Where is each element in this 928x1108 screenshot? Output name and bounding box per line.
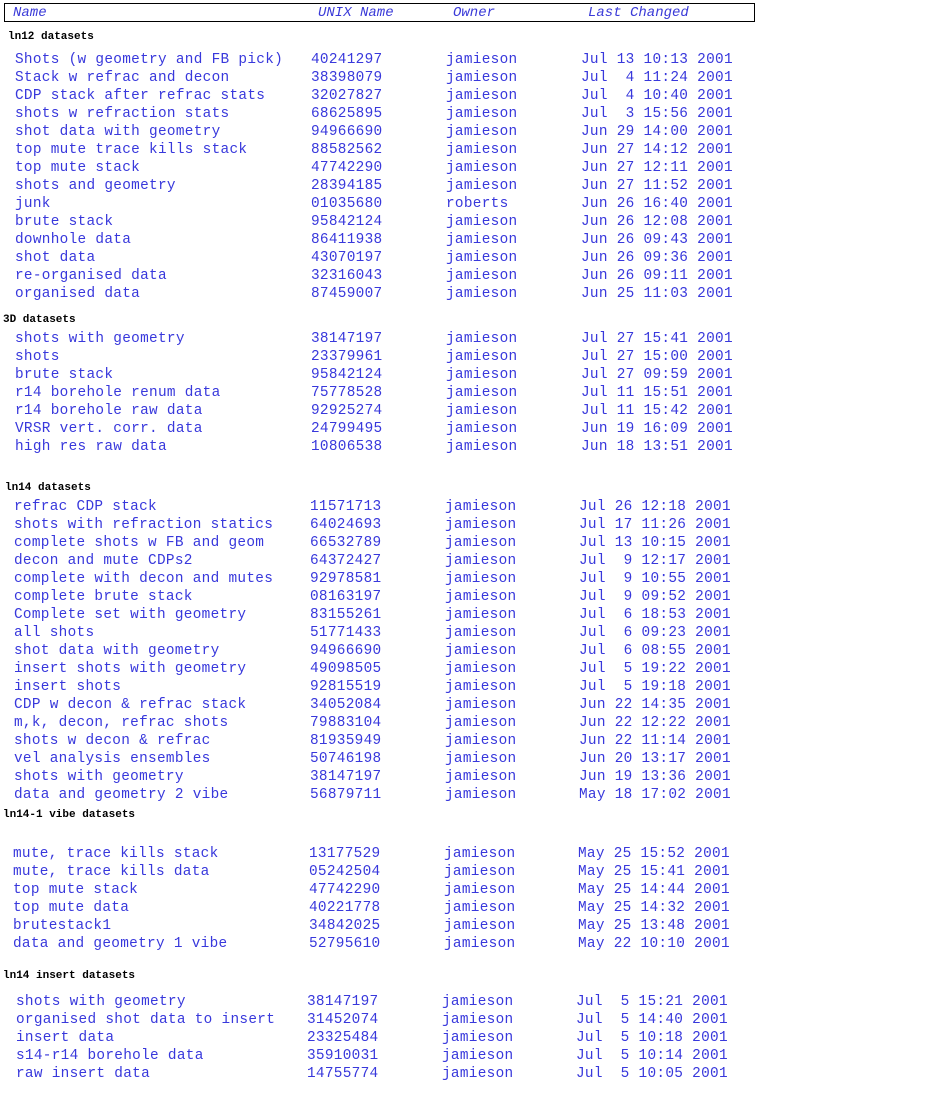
dataset-last-changed: Jul 9 09:52 2001 bbox=[579, 589, 731, 605]
dataset-owner: jamieson bbox=[446, 178, 518, 194]
dataset-name[interactable]: high res raw data bbox=[15, 439, 167, 455]
dataset-last-changed: Jul 26 12:18 2001 bbox=[579, 499, 731, 515]
dataset-row[interactable] bbox=[0, 1011, 760, 1029]
dataset-owner: roberts bbox=[446, 196, 509, 212]
dataset-row[interactable] bbox=[0, 51, 760, 69]
dataset-row[interactable] bbox=[0, 642, 760, 660]
dataset-name[interactable]: r14 borehole renum data bbox=[15, 385, 221, 401]
dataset-last-changed: Jun 27 12:11 2001 bbox=[581, 160, 733, 176]
dataset-unix-name: 38147197 bbox=[310, 769, 382, 785]
dataset-row[interactable] bbox=[0, 249, 760, 267]
dataset-name[interactable]: insert data bbox=[16, 1030, 115, 1046]
dataset-owner: jamieson bbox=[445, 679, 517, 695]
dataset-owner: jamieson bbox=[444, 918, 516, 934]
dataset-owner: jamieson bbox=[442, 1030, 514, 1046]
dataset-unix-name: 66532789 bbox=[310, 535, 382, 551]
dataset-owner: jamieson bbox=[445, 607, 517, 623]
dataset-owner: jamieson bbox=[446, 106, 518, 122]
dataset-row[interactable] bbox=[0, 696, 760, 714]
dataset-name[interactable]: downhole data bbox=[15, 232, 132, 248]
dataset-unix-name: 50746198 bbox=[310, 751, 382, 767]
dataset-name[interactable]: brutestack1 bbox=[13, 918, 112, 934]
dataset-last-changed: Jul 6 18:53 2001 bbox=[579, 607, 731, 623]
dataset-name[interactable]: shot data with geometry bbox=[14, 643, 220, 659]
dataset-owner: jamieson bbox=[442, 994, 514, 1010]
dataset-name[interactable]: shots bbox=[15, 349, 60, 365]
dataset-unix-name: 32027827 bbox=[311, 88, 383, 104]
dataset-last-changed: Jul 13 10:15 2001 bbox=[579, 535, 731, 551]
dataset-unix-name: 08163197 bbox=[310, 589, 382, 605]
dataset-last-changed: Jul 9 12:17 2001 bbox=[579, 553, 731, 569]
dataset-row[interactable] bbox=[0, 498, 760, 516]
dataset-last-changed: Jul 3 15:56 2001 bbox=[581, 106, 733, 122]
dataset-row[interactable] bbox=[0, 588, 760, 606]
dataset-name[interactable]: top mute stack bbox=[13, 882, 139, 898]
dataset-name[interactable]: s14-r14 borehole data bbox=[16, 1048, 204, 1064]
dataset-row[interactable] bbox=[0, 732, 760, 750]
dataset-owner: jamieson bbox=[446, 286, 518, 302]
dataset-last-changed: Jul 5 19:22 2001 bbox=[579, 661, 731, 677]
dataset-last-changed: Jul 5 10:14 2001 bbox=[576, 1048, 728, 1064]
dataset-row[interactable] bbox=[0, 516, 760, 534]
dataset-unix-name: 38147197 bbox=[311, 331, 383, 347]
group-title: 3D datasets bbox=[3, 314, 76, 326]
dataset-row[interactable] bbox=[0, 384, 760, 402]
dataset-unix-name: 86411938 bbox=[311, 232, 383, 248]
dataset-last-changed: Jul 27 15:41 2001 bbox=[581, 331, 733, 347]
dataset-last-changed: Jul 5 19:18 2001 bbox=[579, 679, 731, 695]
dataset-last-changed: May 25 14:44 2001 bbox=[578, 882, 730, 898]
dataset-row[interactable] bbox=[0, 881, 760, 899]
dataset-owner: jamieson bbox=[446, 160, 518, 176]
dataset-row[interactable] bbox=[0, 267, 760, 285]
group-title: ln14 datasets bbox=[5, 482, 91, 494]
dataset-last-changed: Jun 26 12:08 2001 bbox=[581, 214, 733, 230]
dataset-last-changed: Jul 5 14:40 2001 bbox=[576, 1012, 728, 1028]
dataset-name[interactable]: vel analysis ensembles bbox=[14, 751, 211, 767]
dataset-owner: jamieson bbox=[445, 787, 517, 803]
dataset-owner: jamieson bbox=[446, 142, 518, 158]
dataset-last-changed: May 22 10:10 2001 bbox=[578, 936, 730, 952]
dataset-owner: jamieson bbox=[444, 936, 516, 952]
dataset-name[interactable]: insert shots bbox=[14, 679, 122, 695]
dataset-row[interactable] bbox=[0, 1065, 760, 1083]
dataset-name[interactable]: shots with geometry bbox=[14, 769, 184, 785]
dataset-row[interactable] bbox=[0, 141, 760, 159]
dataset-unix-name: 40221778 bbox=[309, 900, 381, 916]
dataset-last-changed: Jun 26 09:43 2001 bbox=[581, 232, 733, 248]
dataset-row[interactable] bbox=[0, 899, 760, 917]
dataset-name[interactable]: Stack w refrac and decon bbox=[15, 70, 230, 86]
dataset-name[interactable]: complete brute stack bbox=[14, 589, 193, 605]
dataset-name[interactable]: mute, trace kills stack bbox=[13, 846, 219, 862]
dataset-row[interactable] bbox=[0, 534, 760, 552]
dataset-owner: jamieson bbox=[446, 70, 518, 86]
dataset-name[interactable]: re-organised data bbox=[15, 268, 167, 284]
dataset-name[interactable]: CDP stack after refrac stats bbox=[15, 88, 266, 104]
dataset-unix-name: 88582562 bbox=[311, 142, 383, 158]
dataset-last-changed: Jul 9 10:55 2001 bbox=[579, 571, 731, 587]
dataset-owner: jamieson bbox=[445, 661, 517, 677]
dataset-name[interactable]: top mute data bbox=[13, 900, 130, 916]
dataset-owner: jamieson bbox=[442, 1066, 514, 1082]
dataset-row[interactable] bbox=[0, 624, 760, 642]
dataset-last-changed: Jun 22 11:14 2001 bbox=[579, 733, 731, 749]
dataset-name[interactable]: all shots bbox=[14, 625, 95, 641]
dataset-row[interactable] bbox=[0, 768, 760, 786]
dataset-name[interactable]: decon and mute CDPs2 bbox=[14, 553, 193, 569]
dataset-owner: jamieson bbox=[444, 864, 516, 880]
dataset-last-changed: May 25 15:52 2001 bbox=[578, 846, 730, 862]
dataset-row[interactable] bbox=[0, 570, 760, 588]
dataset-owner: jamieson bbox=[445, 499, 517, 515]
dataset-unix-name: 87459007 bbox=[311, 286, 383, 302]
dataset-row[interactable] bbox=[0, 1047, 760, 1065]
dataset-owner: jamieson bbox=[445, 643, 517, 659]
dataset-unix-name: 34052084 bbox=[310, 697, 382, 713]
dataset-row[interactable] bbox=[0, 366, 760, 384]
dataset-owner: jamieson bbox=[445, 733, 517, 749]
dataset-name[interactable]: m,k, decon, refrac shots bbox=[14, 715, 229, 731]
dataset-owner: jamieson bbox=[444, 900, 516, 916]
dataset-last-changed: Jun 18 13:51 2001 bbox=[581, 439, 733, 455]
dataset-owner: jamieson bbox=[446, 52, 518, 68]
dataset-name[interactable]: shots w decon & refrac bbox=[14, 733, 211, 749]
dataset-owner: jamieson bbox=[446, 250, 518, 266]
dataset-name[interactable]: shots and geometry bbox=[15, 178, 176, 194]
dataset-name[interactable]: insert shots with geometry bbox=[14, 661, 247, 677]
dataset-unix-name: 49098505 bbox=[310, 661, 382, 677]
dataset-last-changed: May 18 17:02 2001 bbox=[579, 787, 731, 803]
dataset-name[interactable]: CDP w decon & refrac stack bbox=[14, 697, 247, 713]
dataset-last-changed: Jun 26 09:11 2001 bbox=[581, 268, 733, 284]
dataset-row[interactable] bbox=[0, 159, 760, 177]
dataset-row[interactable] bbox=[0, 678, 760, 696]
dataset-name[interactable]: r14 borehole raw data bbox=[15, 403, 203, 419]
column-header-last-changed[interactable]: Last Changed bbox=[588, 5, 689, 21]
dataset-name[interactable]: complete with decon and mutes bbox=[14, 571, 274, 587]
dataset-name[interactable]: mute, trace kills data bbox=[13, 864, 210, 880]
dataset-last-changed: Jul 5 10:05 2001 bbox=[576, 1066, 728, 1082]
dataset-unix-name: 52795610 bbox=[309, 936, 381, 952]
dataset-unix-name: 23379961 bbox=[311, 349, 383, 365]
dataset-last-changed: Jul 17 11:26 2001 bbox=[579, 517, 731, 533]
dataset-name[interactable]: shots with geometry bbox=[16, 994, 186, 1010]
dataset-owner: jamieson bbox=[446, 214, 518, 230]
dataset-last-changed: Jun 22 14:35 2001 bbox=[579, 697, 731, 713]
dataset-unix-name: 01035680 bbox=[311, 196, 383, 212]
dataset-owner: jamieson bbox=[446, 349, 518, 365]
dataset-name[interactable]: top mute stack bbox=[15, 160, 141, 176]
dataset-row[interactable] bbox=[0, 750, 760, 768]
dataset-unix-name: 94966690 bbox=[310, 643, 382, 659]
dataset-row[interactable] bbox=[0, 402, 760, 420]
dataset-row[interactable] bbox=[0, 845, 760, 863]
dataset-unix-name: 47742290 bbox=[309, 882, 381, 898]
dataset-row[interactable] bbox=[0, 420, 760, 438]
dataset-last-changed: Jun 27 11:52 2001 bbox=[581, 178, 733, 194]
dataset-last-changed: Jun 19 16:09 2001 bbox=[581, 421, 733, 437]
dataset-row[interactable] bbox=[0, 231, 760, 249]
dataset-row[interactable] bbox=[0, 69, 760, 87]
dataset-unix-name: 38147197 bbox=[307, 994, 379, 1010]
dataset-unix-name: 94966690 bbox=[311, 124, 383, 140]
dataset-unix-name: 10806538 bbox=[311, 439, 383, 455]
dataset-name[interactable]: brute stack bbox=[15, 367, 114, 383]
dataset-name[interactable]: data and geometry 1 vibe bbox=[13, 936, 228, 952]
dataset-owner: jamieson bbox=[442, 1048, 514, 1064]
dataset-unix-name: 51771433 bbox=[310, 625, 382, 641]
dataset-unix-name: 28394185 bbox=[311, 178, 383, 194]
dataset-last-changed: Jul 27 15:00 2001 bbox=[581, 349, 733, 365]
dataset-name[interactable]: organised shot data to insert bbox=[16, 1012, 276, 1028]
dataset-owner: jamieson bbox=[446, 124, 518, 140]
dataset-last-changed: Jul 5 15:21 2001 bbox=[576, 994, 728, 1010]
dataset-last-changed: Jul 4 10:40 2001 bbox=[581, 88, 733, 104]
dataset-row[interactable] bbox=[0, 330, 760, 348]
dataset-owner: jamieson bbox=[445, 535, 517, 551]
dataset-unix-name: 13177529 bbox=[309, 846, 381, 862]
dataset-unix-name: 64372427 bbox=[310, 553, 382, 569]
dataset-last-changed: May 25 15:41 2001 bbox=[578, 864, 730, 880]
dataset-name[interactable]: Shots (w geometry and FB pick) bbox=[15, 52, 284, 68]
dataset-row[interactable] bbox=[0, 123, 760, 141]
dataset-unix-name: 81935949 bbox=[310, 733, 382, 749]
dataset-owner: jamieson bbox=[442, 1012, 514, 1028]
dataset-last-changed: Jul 6 09:23 2001 bbox=[579, 625, 731, 641]
dataset-last-changed: May 25 13:48 2001 bbox=[578, 918, 730, 934]
dataset-last-changed: Jun 27 14:12 2001 bbox=[581, 142, 733, 158]
dataset-unix-name: 34842025 bbox=[309, 918, 381, 934]
dataset-row[interactable] bbox=[0, 105, 760, 123]
dataset-owner: jamieson bbox=[445, 751, 517, 767]
dataset-unix-name: 43070197 bbox=[311, 250, 383, 266]
dataset-owner: jamieson bbox=[445, 553, 517, 569]
dataset-name[interactable]: Complete set with geometry bbox=[14, 607, 247, 623]
dataset-row[interactable] bbox=[0, 714, 760, 732]
dataset-last-changed: Jun 26 16:40 2001 bbox=[581, 196, 733, 212]
dataset-unix-name: 23325484 bbox=[307, 1030, 379, 1046]
dataset-row[interactable] bbox=[0, 917, 760, 935]
dataset-name[interactable]: raw insert data bbox=[16, 1066, 151, 1082]
dataset-name[interactable]: shots with geometry bbox=[15, 331, 185, 347]
dataset-owner: jamieson bbox=[446, 232, 518, 248]
dataset-owner: jamieson bbox=[446, 385, 518, 401]
dataset-last-changed: May 25 14:32 2001 bbox=[578, 900, 730, 916]
dataset-owner: jamieson bbox=[444, 846, 516, 862]
dataset-unix-name: 47742290 bbox=[311, 160, 383, 176]
dataset-row[interactable] bbox=[0, 177, 760, 195]
dataset-last-changed: Jul 27 09:59 2001 bbox=[581, 367, 733, 383]
dataset-unix-name: 64024693 bbox=[310, 517, 382, 533]
dataset-unix-name: 24799495 bbox=[311, 421, 383, 437]
dataset-last-changed: Jun 19 13:36 2001 bbox=[579, 769, 731, 785]
dataset-unix-name: 83155261 bbox=[310, 607, 382, 623]
dataset-last-changed: Jun 22 12:22 2001 bbox=[579, 715, 731, 731]
dataset-name[interactable]: shot data with geometry bbox=[15, 124, 221, 140]
dataset-unix-name: 35910031 bbox=[307, 1048, 379, 1064]
dataset-unix-name: 79883104 bbox=[310, 715, 382, 731]
group-title: ln14 insert datasets bbox=[3, 970, 136, 982]
dataset-owner: jamieson bbox=[446, 331, 518, 347]
dataset-unix-name: 92978581 bbox=[310, 571, 382, 587]
dataset-owner: jamieson bbox=[446, 439, 518, 455]
dataset-row[interactable] bbox=[0, 660, 760, 678]
group-title: ln12 datasets bbox=[8, 31, 94, 43]
dataset-name[interactable]: VRSR vert. corr. data bbox=[15, 421, 203, 437]
dataset-owner: jamieson bbox=[445, 517, 517, 533]
column-header-unix-name[interactable]: UNIX Name bbox=[318, 5, 394, 21]
dataset-owner: jamieson bbox=[445, 625, 517, 641]
dataset-owner: jamieson bbox=[445, 769, 517, 785]
dataset-owner: jamieson bbox=[445, 571, 517, 587]
dataset-row[interactable] bbox=[0, 606, 760, 624]
group-title: ln14-1 vibe datasets bbox=[3, 809, 136, 821]
dataset-last-changed: Jun 25 11:03 2001 bbox=[581, 286, 733, 302]
dataset-row[interactable] bbox=[0, 195, 760, 213]
dataset-unix-name: 40241297 bbox=[311, 52, 383, 68]
dataset-unix-name: 11571713 bbox=[310, 499, 382, 515]
dataset-unix-name: 95842124 bbox=[311, 367, 383, 383]
dataset-unix-name: 68625895 bbox=[311, 106, 383, 122]
dataset-last-changed: Jul 6 08:55 2001 bbox=[579, 643, 731, 659]
dataset-owner: jamieson bbox=[445, 589, 517, 605]
dataset-last-changed: Jun 20 13:17 2001 bbox=[579, 751, 731, 767]
dataset-owner: jamieson bbox=[444, 882, 516, 898]
dataset-name[interactable]: organised data bbox=[15, 286, 141, 302]
dataset-name[interactable]: top mute trace kills stack bbox=[15, 142, 248, 158]
dataset-unix-name: 75778528 bbox=[311, 385, 383, 401]
dataset-name[interactable]: shots w refraction stats bbox=[15, 106, 230, 122]
dataset-row[interactable] bbox=[0, 285, 760, 303]
dataset-last-changed: Jul 11 15:42 2001 bbox=[581, 403, 733, 419]
dataset-owner: jamieson bbox=[446, 88, 518, 104]
dataset-owner: jamieson bbox=[446, 268, 518, 284]
dataset-owner: jamieson bbox=[446, 367, 518, 383]
dataset-row[interactable] bbox=[0, 348, 760, 366]
dataset-row[interactable] bbox=[0, 552, 760, 570]
dataset-owner: jamieson bbox=[445, 697, 517, 713]
dataset-row[interactable] bbox=[0, 87, 760, 105]
dataset-unix-name: 92925274 bbox=[311, 403, 383, 419]
dataset-row[interactable] bbox=[0, 1029, 760, 1047]
dataset-last-changed: Jul 5 10:18 2001 bbox=[576, 1030, 728, 1046]
dataset-name[interactable]: shot data bbox=[15, 250, 96, 266]
column-header-name[interactable]: Name bbox=[13, 5, 47, 21]
dataset-owner: jamieson bbox=[446, 403, 518, 419]
dataset-row[interactable] bbox=[0, 213, 760, 231]
dataset-last-changed: Jul 11 15:51 2001 bbox=[581, 385, 733, 401]
dataset-name[interactable]: data and geometry 2 vibe bbox=[14, 787, 229, 803]
dataset-last-changed: Jul 4 11:24 2001 bbox=[581, 70, 733, 86]
dataset-owner: jamieson bbox=[446, 421, 518, 437]
dataset-name[interactable]: refrac CDP stack bbox=[14, 499, 157, 515]
dataset-name[interactable]: junk bbox=[15, 196, 51, 212]
dataset-last-changed: Jun 26 09:36 2001 bbox=[581, 250, 733, 266]
dataset-unix-name: 56879711 bbox=[310, 787, 382, 803]
dataset-unix-name: 92815519 bbox=[310, 679, 382, 695]
dataset-unix-name: 95842124 bbox=[311, 214, 383, 230]
dataset-row[interactable] bbox=[0, 993, 760, 1011]
dataset-name[interactable]: shots with refraction statics bbox=[14, 517, 274, 533]
dataset-last-changed: Jul 13 10:13 2001 bbox=[581, 52, 733, 68]
dataset-row[interactable] bbox=[0, 863, 760, 881]
dataset-unix-name: 05242504 bbox=[309, 864, 381, 880]
dataset-name[interactable]: complete shots w FB and geom bbox=[14, 535, 265, 551]
dataset-owner: jamieson bbox=[445, 715, 517, 731]
dataset-unix-name: 14755774 bbox=[307, 1066, 379, 1082]
dataset-row[interactable] bbox=[0, 935, 760, 953]
dataset-unix-name: 38398079 bbox=[311, 70, 383, 86]
dataset-last-changed: Jun 29 14:00 2001 bbox=[581, 124, 733, 140]
dataset-unix-name: 32316043 bbox=[311, 268, 383, 284]
dataset-row[interactable] bbox=[0, 786, 760, 804]
dataset-unix-name: 31452074 bbox=[307, 1012, 379, 1028]
dataset-row[interactable] bbox=[0, 438, 760, 456]
dataset-name[interactable]: brute stack bbox=[15, 214, 114, 230]
column-header-owner[interactable]: Owner bbox=[453, 5, 496, 21]
